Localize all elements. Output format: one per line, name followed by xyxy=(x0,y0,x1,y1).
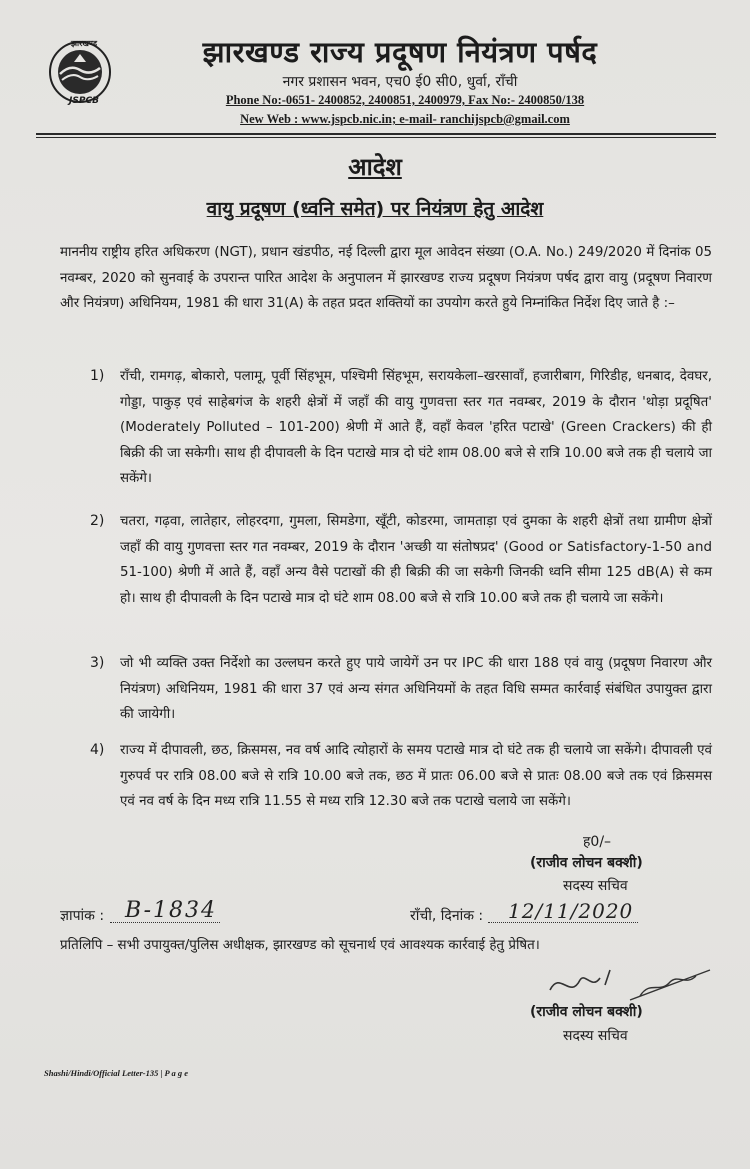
date-dotted-line xyxy=(488,922,638,923)
directive-item-3: जो भी व्यक्ति उक्त निर्देशो का उल्लघन करते हुए पाये जायेगें उन पर IPC की धारा 188 एवं वायु (प्रदूषण निवारण और नियंत्रण) अधिनियम, 1981 की धारा 37 एवं अन्य संगत अधिनियमों के तहत विधि सम्मत कार्रवाई संबंधित उपायुक्त द्वारा की जायेगी। xyxy=(120,656,712,722)
date-value: 12/11/2020 xyxy=(508,899,634,923)
order-subject xyxy=(0,195,750,221)
signatory-designation-copy: सदस्य सचिव xyxy=(563,1028,628,1044)
order-subject-text: वायु प्रदूषण (ध्वनि समेत) पर नियंत्रण हेतु आदेश xyxy=(206,198,544,220)
intro-paragraph: माननीय राष्ट्रीय हरित अधिकरण (NGT), प्रधान खंडपीठ, नई दिल्ली द्वारा मूल आवेदन संख्या (O.A. No.) 249/2020 में दिनांक 05 नवम्बर, 2020 को सुनवाई के उपरान्त पारित आदेश के अनुपालन में झारखण्ड राज्य प्रदूषण नियंत्रण पर्षद द्वारा वायु (प्रदूषण निवारण और नियंत्रण) अधिनियम, 1981 की धारा 31(A) के तहत प्रदत शक्तियों का उपयोग करते हुये निम्नांकित निर्देश दिए जाते है :– xyxy=(60,245,712,311)
signatory-name-copy: (राजीव लोचन बक्शी) xyxy=(530,1004,643,1020)
directive-item-4: राज्य में दीपावली, छठ, क्रिसमस, नव वर्ष आदि त्योहारों के समय पटाखे मात्र दो घंटे तक ही चलाये जा सकेंगे। दीपावली एवं गुरुपर्व पर रात्रि 08.00 बजे से रात्रि 10.00 बजे तक, छठ में प्रातः 06.00 बजे से प्रातः 08.00 बजे तक एवं क्रिसमस एवं नव वर्ष के दिन मध्य रात्रि 11.55 से मध्य रात्रि 12.30 बजे तक पटाखे चलाये जा सकेंगे। xyxy=(120,743,712,809)
organization-phone: Phone No:-0651- 2400852, 2400851, 2400979, Fax No:- 2400850/138 xyxy=(225,93,585,107)
organization-address: नगर प्रशासन भवन, एच0 ई0 सी0, धुर्वा, राँची xyxy=(282,74,518,90)
item-number: 4) xyxy=(90,742,105,758)
directive-item-1: राँची, रामगढ़, बोकारो, पलामू, पूर्वी सिंहभूम, पश्चिमी सिंहभूम, सरायकेला–खरसावाँ, हजारीबाग, गिरिडीह, धनबाद, देवघर, गोड्डा, पाकुड़ एवं साहेबगंज के शहरी क्षेत्रों में जहाँ की वायु गुणवत्ता स्तर गत नवम्बर, 2019 के दौरान 'थोड़ा प्रदूषित' (Moderately Polluted – 101-200) श्रेणी में आते हैं, वहाँ केवल 'हरित पटाखे' (Green Crackers) की ही बिक्री की जा सकेगी। साथ ही दीपावली के दिन पटाखे मात्र दो घंटे शाम 08.00 बजे से रात्रि 10.00 बजे तक ही चलाये जा सकेंगे। xyxy=(120,369,712,486)
memo-label: ज्ञापांक : xyxy=(60,908,105,924)
item-number: 3) xyxy=(90,655,105,671)
logo-top-text: झारखण्ड xyxy=(70,39,98,48)
memo-number: B-1834 xyxy=(125,898,217,923)
item-number: 1) xyxy=(90,368,105,384)
letterhead-divider xyxy=(36,133,716,135)
order-title xyxy=(0,150,750,183)
signatory-name: (राजीव लोचन बक्शी) xyxy=(530,855,643,871)
order-title-text: आदेश xyxy=(348,153,402,181)
footer-reference: Shashi/Hindi/Official Letter-135 | P a g e xyxy=(44,1068,189,1078)
logo-bottom-text: JSPCB xyxy=(69,96,99,106)
letterhead-divider-thin xyxy=(36,137,716,138)
item-number: 2) xyxy=(90,513,105,529)
signatory-designation: सदस्य सचिव xyxy=(563,878,628,894)
date-label: राँची, दिनांक : xyxy=(410,908,484,924)
directive-item-2: चतरा, गढ़वा, लातेहार, लोहरदगा, गुमला, सिमडेगा, खूँटी, कोडरमा, जामताड़ा एवं दुमका के शहरी क्षेत्रों तथा ग्रामीण क्षेत्रों जहाँ की वायु गुणवत्ता स्तर गत नवम्बर, 2019 के दौरान 'अच्छी या संतोषप्रद' (Good or Satisfactory-1-50 and 51-100) श्रेणी में आते हैं, वहाँ अन्य वैसे पटाखों की ही बिक्री की जा सकेगी जिनकी ध्वनि सीमा 125 dB(A) से कम हो। साथ ही दीपावली के दिन पटाखे मात्र दो घंटे शाम 08.00 बजे से रात्रि 10.00 बजे तक ही चलाये जा सकेंगे। xyxy=(120,514,712,606)
memo-dotted-line xyxy=(110,922,220,923)
copy-to-line: प्रतिलिपि – सभी उपायुक्त/पुलिस अधीक्षक, झारखण्ड को सूचनार्थ एवं आवश्यक कार्रवाई हेतु प्रेषित। xyxy=(60,938,540,953)
organization-web: New Web : www.jspcb.nic.in; e-mail- ranchijspcb@gmail.com xyxy=(240,112,570,126)
organization-name: झारखण्ड राज्य प्रदूषण नियंत्रण पर्षद xyxy=(202,35,598,69)
signed-mark: ह0/– xyxy=(583,834,612,850)
